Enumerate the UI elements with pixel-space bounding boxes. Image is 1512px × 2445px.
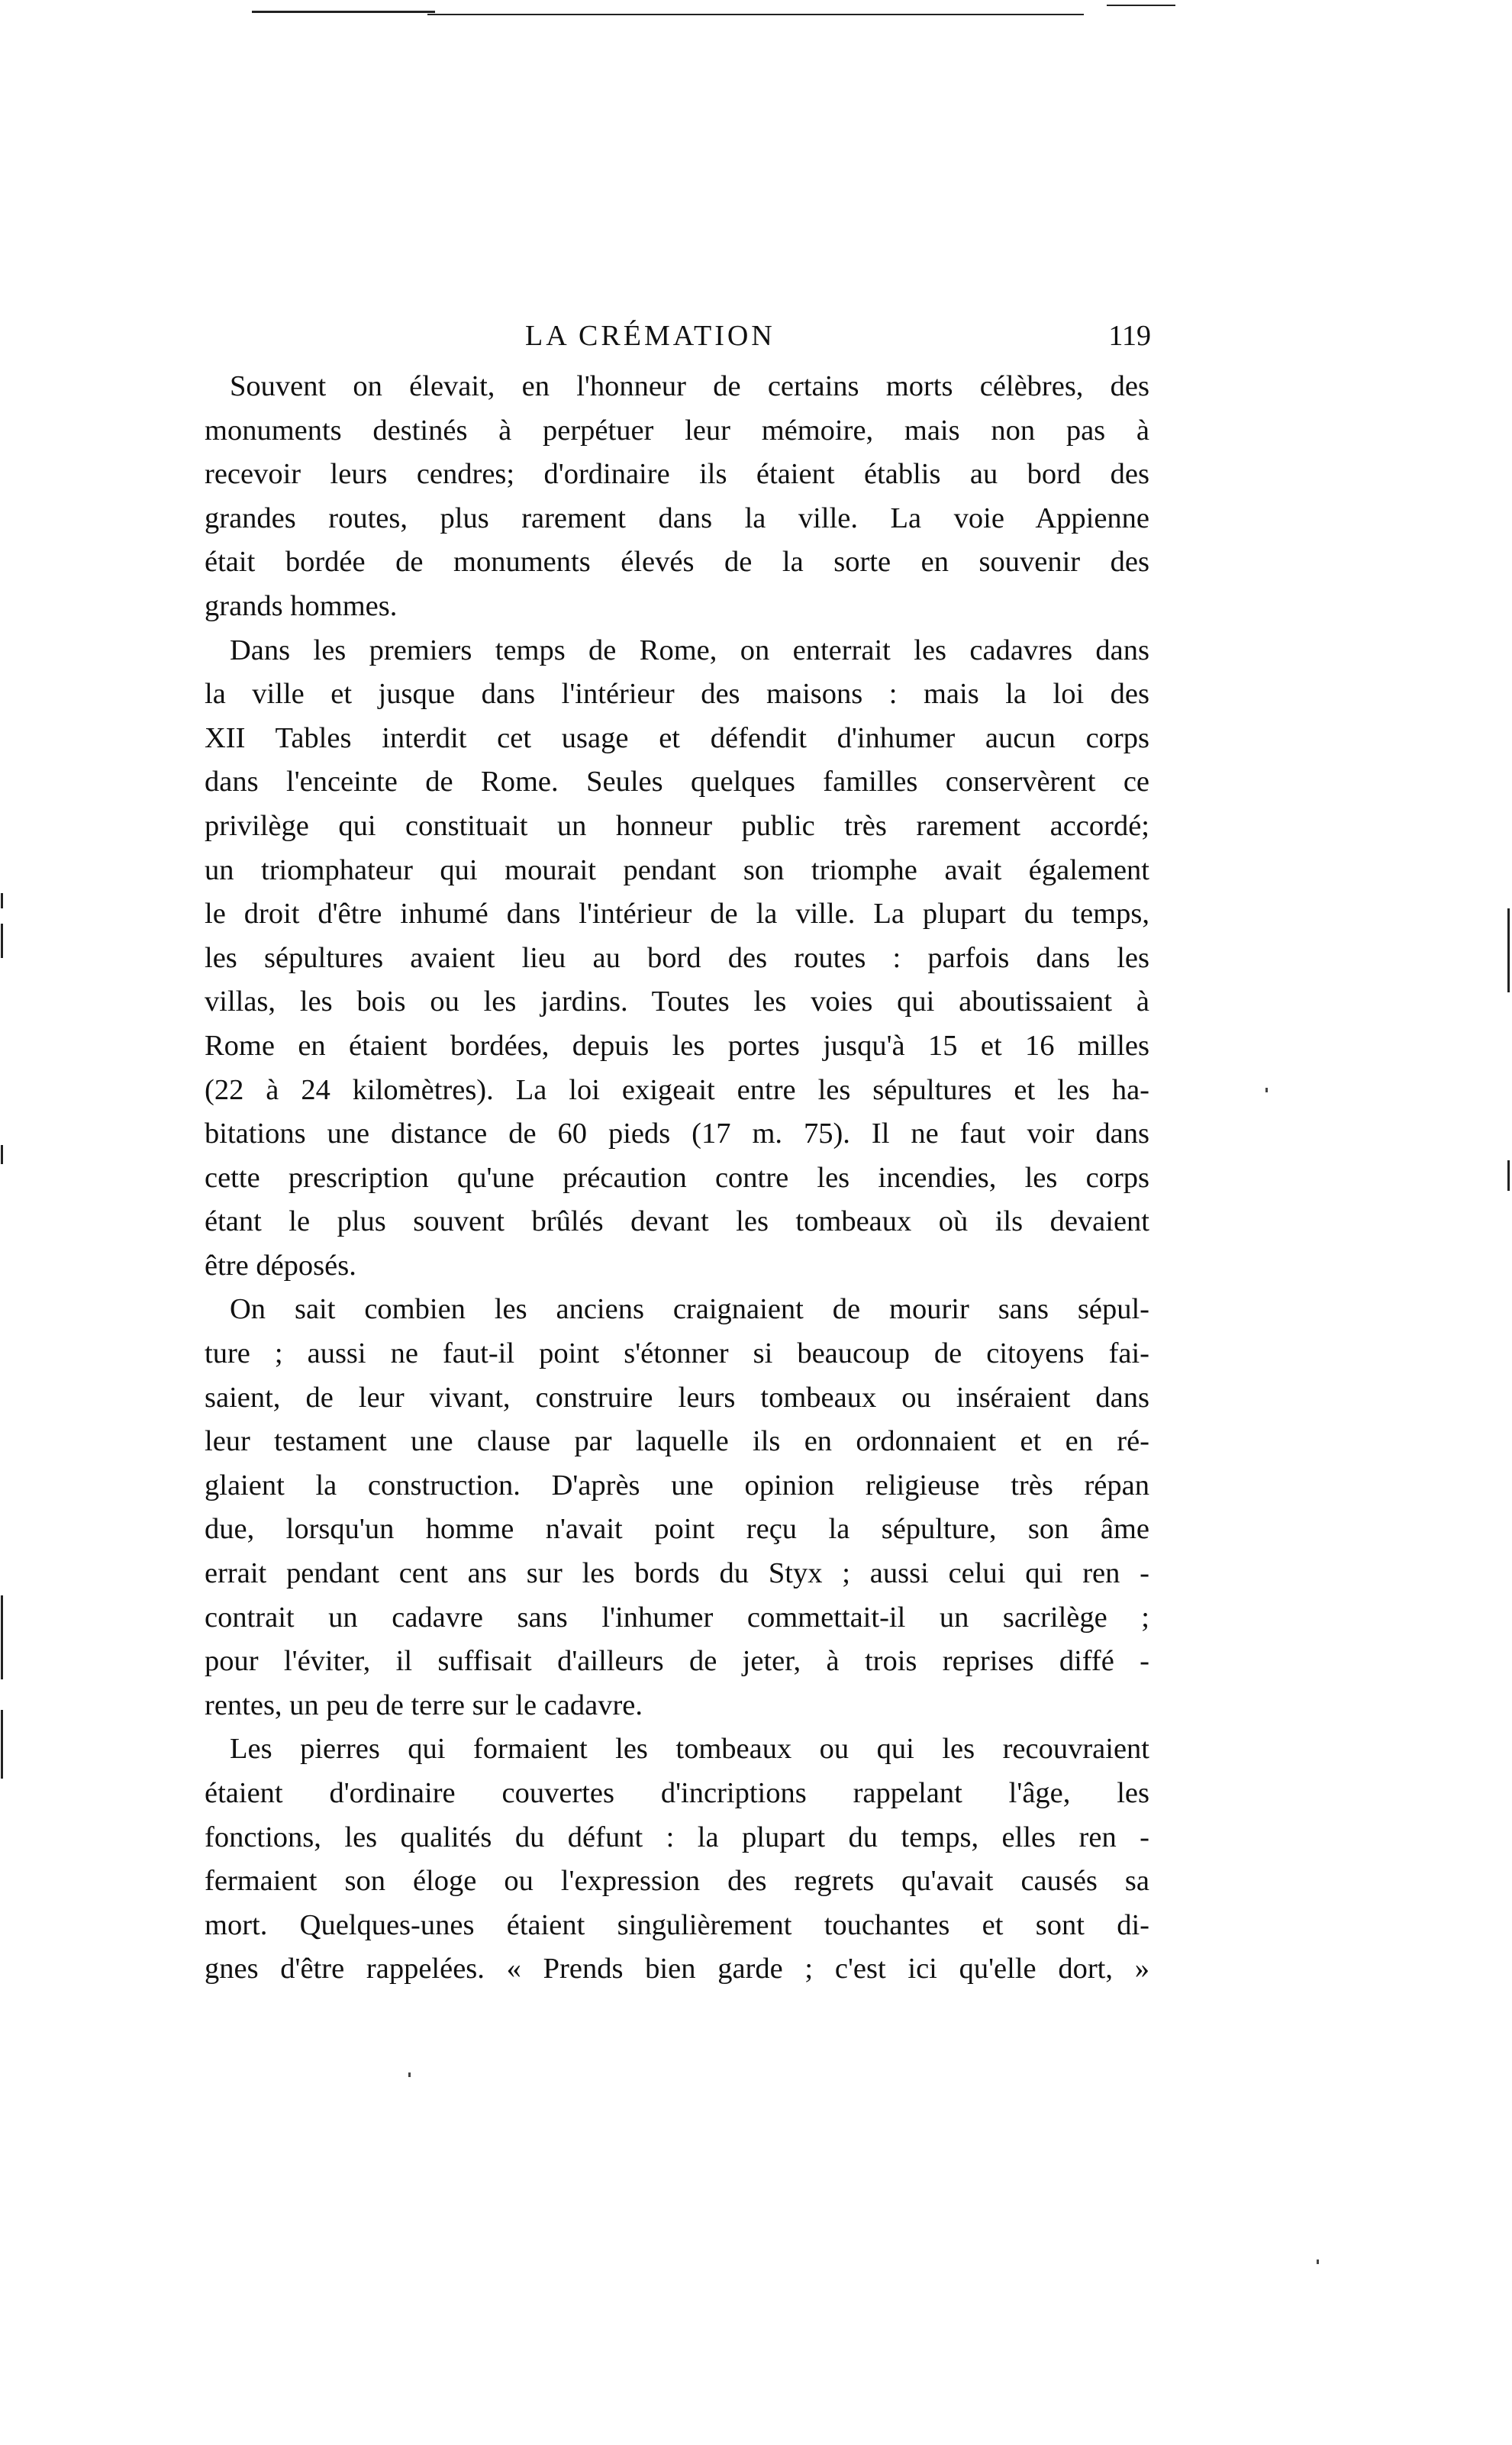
text-line: recevoir leurs cendres; d'ordinaire ils étaient établis au bord des	[205, 458, 1149, 491]
text-line: bitations une distance de 60 pieds (17 m. 75). Il ne faut voir dans	[205, 1118, 1149, 1150]
text-line: la ville et jusque dans l'intérieur des maisons : mais la loi des	[205, 678, 1149, 711]
scan-edge-line	[427, 14, 1084, 15]
paragraph	[205, 629, 1149, 1289]
text-line: Dans les premiers temps de Rome, on enterrait les cadavres dans	[230, 634, 1149, 666]
page-number: 119	[1108, 320, 1151, 352]
scan-edge-mark	[1, 893, 3, 908]
text-line: pour l'éviter, il suffisait d'ailleurs de jeter, à trois reprises diffé -	[205, 1645, 1149, 1678]
text-line: étant le plus souvent brûlés devant les tombeaux où ils devaient	[205, 1205, 1149, 1238]
text-line: étaient d'ordinaire couvertes d'incriptions rappelant l'âge, les	[205, 1777, 1149, 1809]
text-line: On sait combien les anciens craignaient de mourir sans sépul-	[230, 1293, 1149, 1326]
text-line: fermaient son éloge ou l'expression des regrets qu'avait causés sa	[205, 1865, 1149, 1898]
scan-speck	[1265, 1088, 1268, 1092]
text-line: gnes d'être rappelées. « Prends bien garde ; c'est ici qu'elle dort, »	[205, 1953, 1149, 1985]
text-line: contrait un cadavre sans l'inhumer commettait-il un sacrilège ;	[205, 1601, 1149, 1634]
paragraph	[205, 1288, 1149, 1727]
text-line: Souvent on élevait, en l'honneur de certains morts célèbres, des	[230, 370, 1149, 402]
text-line: due, lorsqu'un homme n'avait point reçu la sépulture, son âme	[205, 1513, 1149, 1546]
running-head	[205, 319, 1151, 357]
text-line: le droit d'être inhumé dans l'intérieur de la ville. La plupart du temps,	[205, 898, 1149, 931]
text-line: fonctions, les qualités du défunt : la plupart du temps, elles ren -	[205, 1821, 1149, 1853]
text-line: saient, de leur vivant, construire leurs tombeaux ou inséraient dans	[205, 1381, 1149, 1414]
scan-edge-mark	[1507, 1160, 1510, 1191]
text-line: être déposés.	[205, 1249, 356, 1282]
paragraph	[205, 1727, 1149, 1992]
text-line: mort. Quelques-unes étaient singulièrement touchantes et sont di-	[205, 1908, 1149, 1941]
running-head-title: LA CRÉMATION	[525, 320, 775, 352]
text-line: (22 à 24 kilomètres). La loi exigeait entre les sépultures et les ha-	[205, 1073, 1149, 1106]
scan-speck	[408, 2072, 411, 2077]
text-line: Rome en étaient bordées, depuis les portes jusqu'à 15 et 16 milles	[205, 1029, 1149, 1062]
text-line: rentes, un peu de terre sur le cadavre.	[205, 1689, 643, 1721]
scan-speck	[1317, 2260, 1319, 2264]
scan-edge-line	[1107, 5, 1175, 6]
text-line: dans l'enceinte de Rome. Seules quelques familles conservèrent ce	[205, 766, 1149, 798]
text-line: glaient la construction. D'après une opinion religieuse très répan	[205, 1469, 1149, 1502]
text-line: grandes routes, plus rarement dans la ville. La voie Appienne	[205, 502, 1149, 534]
text-line: grands hommes.	[205, 589, 398, 622]
scan-edge-line	[252, 11, 435, 13]
paragraph	[205, 365, 1149, 629]
scan-edge-mark	[1, 924, 3, 958]
text-line: XII Tables interdit cet usage et défendit d'inhumer aucun corps	[205, 721, 1149, 754]
text-line: errait pendant cent ans sur les bords du Styx ; aussi celui qui ren -	[205, 1557, 1149, 1590]
scan-edge-mark	[1, 1710, 3, 1779]
text-line: un triomphateur qui mourait pendant son triomphe avait également	[205, 853, 1149, 886]
scan-edge-mark	[1, 1145, 3, 1164]
text-line: leur testament une clause par laquelle ils en ordonnaient et en ré-	[205, 1425, 1149, 1458]
text-line: monuments destinés à perpétuer leur mémoire, mais non pas à	[205, 414, 1149, 447]
text-line: villas, les bois ou les jardins. Toutes les voies qui aboutissaient à	[205, 985, 1149, 1018]
text-line: était bordée de monuments élevés de la sorte en souvenir des	[205, 546, 1149, 579]
scan-edge-mark	[1, 1595, 3, 1679]
body-text	[205, 365, 1149, 1992]
text-line: privilège qui constituait un honneur public très rarement accordé;	[205, 809, 1149, 842]
text-line: les sépultures avaient lieu au bord des routes : parfois dans les	[205, 941, 1149, 974]
text-line: ture ; aussi ne faut-il point s'étonner si beaucoup de citoyens fai-	[205, 1337, 1149, 1370]
scan-edge-mark	[1507, 908, 1510, 992]
text-line: Les pierres qui formaient les tombeaux ou qui les recouvraient	[230, 1733, 1149, 1766]
text-line: cette prescription qu'une précaution contre les incendies, les corps	[205, 1161, 1149, 1194]
